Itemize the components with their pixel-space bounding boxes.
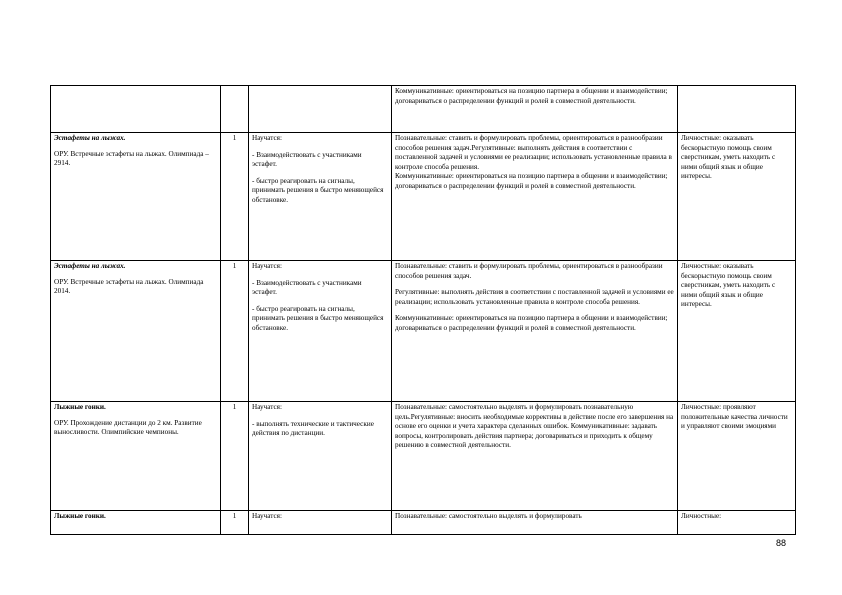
hours-cell: 1 xyxy=(221,402,249,511)
table-row xyxy=(51,86,796,133)
personal-results-cell: Личностные: оказывать бескорыстную помощь своим сверстникам, уметь находить с ними общий язык и общие интересы. xyxy=(678,261,796,402)
meta-results-cell xyxy=(392,402,678,511)
table-row xyxy=(51,402,796,511)
lesson-title: Лыжные гонки. xyxy=(54,403,106,411)
meta-text: Познавательные: ставить и формулировать проблемы, ориентироваться в разнообразии способов решения задач.Регулятивные: выполнять действия в соответствии с поставленной задачей и условиями ее реализации; использовать установленные правила в контроле способа решения. xyxy=(395,134,672,171)
subject-results-cell xyxy=(249,133,392,261)
meta-text: Коммуникативные: ориентироваться на позицию партнера в общении и взаимодействии; договариваться о распределении функций и ролей в совместной деятельности. xyxy=(395,172,668,190)
meta-results-cell xyxy=(392,133,678,261)
subject-results-cell xyxy=(249,402,392,511)
meta-results-cell xyxy=(392,261,678,402)
lesson-title: Эстафеты на лыжах. xyxy=(54,262,126,270)
hours-cell: 1 xyxy=(221,261,249,402)
subject-line: - Взаимодействовать с участниками эстафет. xyxy=(252,278,362,296)
lesson-title: Эстафеты на лыжах. xyxy=(54,134,126,142)
personal-results-cell xyxy=(678,86,796,133)
hours-cell xyxy=(221,86,249,133)
subject-line: Научатся: xyxy=(252,262,282,270)
subject-line: - выполнять технические и тактические действия по дистанции. xyxy=(252,419,374,437)
hours-cell: 1 xyxy=(221,133,249,261)
subject-line: Научатся: xyxy=(252,403,282,411)
meta-results-cell xyxy=(392,86,678,133)
subject-line: - Взаимодействовать с участниками эстафет. xyxy=(252,150,362,168)
table-row xyxy=(51,133,796,261)
topic-cell xyxy=(51,133,221,261)
topic-cell xyxy=(51,511,221,535)
lesson-content: ОРУ. Встречные эстафеты на лыжах. Олимпиада 2014. xyxy=(54,277,204,295)
meta-results-cell xyxy=(392,511,678,535)
topic-cell xyxy=(51,402,221,511)
personal-results-cell: Личностные: проявляют положительные качества личности и управляют своими эмоциями xyxy=(678,402,796,511)
lesson-content: ОРУ. Встречные эстафеты на лыжах. Олимпиада – 2914. xyxy=(54,149,209,167)
table-row xyxy=(51,511,796,535)
topic-cell xyxy=(51,261,221,402)
page-number: 88 xyxy=(776,538,787,548)
topic-cell xyxy=(51,86,221,133)
lesson-title: Лыжные гонки. xyxy=(54,512,106,520)
subject-results-cell xyxy=(249,511,392,535)
meta-text: Познавательные: самостоятельно выделять и формулировать xyxy=(395,512,582,520)
meta-text: Коммуникативные: ориентироваться на позицию партнера в общении и взаимодействии; договариваться о распределении функций и ролей в совместной деятельности. xyxy=(395,87,668,105)
meta-text: Познавательные: ставить и формулировать проблемы, ориентироваться в разнообразии способов решения задач. xyxy=(395,262,663,280)
subject-line: - быстро реагировать на сигналы, принимать решения в быстро меняющейся обстановке. xyxy=(252,176,384,204)
lesson-plan-table xyxy=(50,85,796,535)
hours-cell: 1 xyxy=(221,511,249,535)
personal-results-cell: Личностные: оказывать бескорыстную помощь своим сверстникам, уметь находить с ними общий язык и общие интересы. xyxy=(678,133,796,261)
meta-text: Познавательные: самостоятельно выделять и формулировать познавательную цель.Регулятивные: вносить необходимые коррективы в действие после его завершения на основе его оценки и учета характера сделанных ошибок. Коммуникативные: задавать вопросы, контролировать действия партнера; договариваться и приходить к общему решению в совместной деятельности. xyxy=(395,403,674,449)
lesson-content: ОРУ. Прохождение дистанции до 2 км. Развитие выносливости. Олимпийские чемпионы. xyxy=(54,418,202,436)
subject-line: Научатся: xyxy=(252,512,282,520)
subject-results-cell xyxy=(249,261,392,402)
personal-results-cell: Личностные: xyxy=(678,511,796,535)
subject-line: Научатся: xyxy=(252,134,282,142)
meta-text: Коммуникативные: ориентироваться на позицию партнера в общении и взаимодействии; договариваться о распределении функций и ролей в совместной деятельности. xyxy=(395,314,668,332)
meta-text: Регулятивные: выполнять действия в соответствии с поставленной задачей и условиями ее реализации; использовать установленные правила в контроле способа решения. xyxy=(395,288,674,306)
subject-line: - быстро реагировать на сигналы, принимать решения в быстро меняющейся обстановке. xyxy=(252,304,384,332)
table-row xyxy=(51,261,796,402)
subject-results-cell xyxy=(249,86,392,133)
